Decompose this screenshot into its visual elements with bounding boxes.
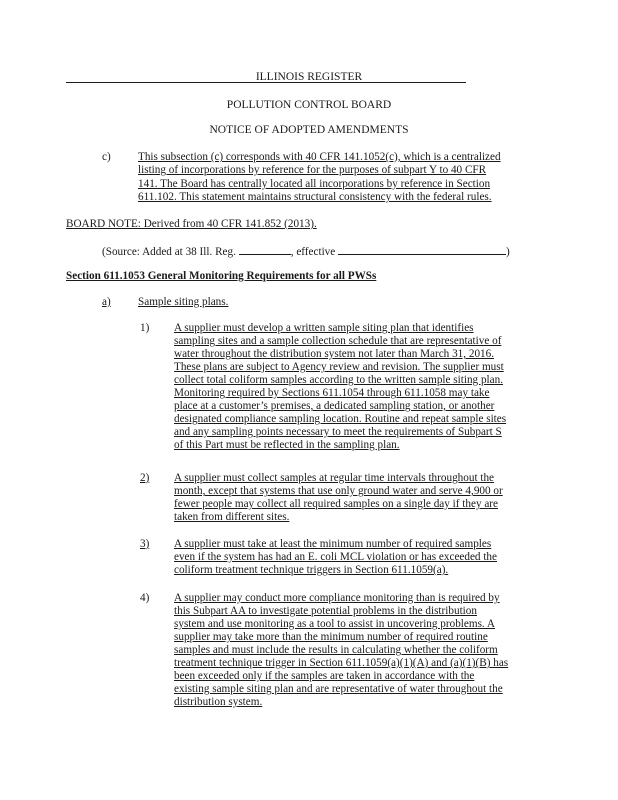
item-3-line-1: A supplier must take at least the minimum number of required samples bbox=[174, 538, 492, 550]
para-c-line-4: 611.102. This statement maintains structural consistency with the federal rules. bbox=[138, 191, 492, 203]
item-2-label: 2) bbox=[140, 472, 150, 484]
item-1-line-10: of this Part must be reflected in the sampling plan. bbox=[174, 439, 400, 451]
item-1-label: 1) bbox=[140, 322, 150, 334]
section-heading: Section 611.1053 General Monitoring Requirements for all PWSs bbox=[66, 270, 377, 282]
item-4-line-7: been exceeded only if the samples are taken in accordance with the bbox=[174, 670, 475, 682]
source-close: ) bbox=[506, 246, 510, 258]
item-4-line-4: supplier may take more than the minimum number of required routine bbox=[174, 631, 488, 643]
sub-a-label: a) bbox=[102, 296, 111, 308]
item-4-line-9: distribution system. bbox=[174, 696, 263, 708]
item-4-line-6: treatment technique trigger in Section 611.1059(a)(1)(A) and (a)(1)(B) has bbox=[174, 657, 509, 669]
para-c-line-1: This subsection (c) corresponds with 40 CFR 141.1052(c), which is a centralized bbox=[138, 151, 501, 163]
item-1-line-7: place at a customer’s premises, a dedicated sampling station, or another bbox=[174, 400, 495, 412]
item-2-line-1: A supplier must collect samples at regular time intervals throughout the bbox=[174, 472, 495, 484]
board-title: POLLUTION CONTROL BOARD bbox=[226, 99, 392, 111]
notice-title: NOTICE OF ADOPTED AMENDMENTS bbox=[209, 124, 409, 136]
item-4-line-1: A supplier may conduct more compliance monitoring than is required by bbox=[174, 592, 500, 604]
board-note: BOARD NOTE: Derived from 40 CFR 141.852 (2013). bbox=[66, 218, 317, 230]
source-prefix: (Source: Added at 38 Ill. Reg. bbox=[102, 246, 236, 258]
item-1-line-8: designated compliance sampling location. Routine and repeat sample sites bbox=[174, 413, 507, 425]
item-2-line-2: month, except that systems that use only ground water and serve 4,900 or bbox=[174, 485, 503, 497]
item-4-line-2: this Subpart AA to investigate potential problems in the distribution bbox=[174, 605, 477, 617]
item-1-line-3: water throughout the distribution system not later than March 31, 2016. bbox=[174, 348, 495, 360]
para-c-line-2: listing of incorporations by reference for the purposes of subpart Y to 40 CFR bbox=[138, 164, 487, 176]
source-line bbox=[102, 244, 510, 259]
register-title: ILLINOIS REGISTER bbox=[255, 71, 363, 83]
item-4-line-3: system and use monitoring as a tool to assist in uncovering problems. A bbox=[174, 618, 495, 630]
sub-a-text: Sample siting plans. bbox=[138, 296, 229, 308]
item-2-line-3: fewer people may collect all required samples on a single day if they are bbox=[174, 498, 498, 510]
item-4-line-5: samples and must include the results in calculating whether the coliform bbox=[174, 644, 498, 656]
item-3-line-3: coliform treatment technique triggers in Section 611.1059(a). bbox=[174, 564, 449, 576]
item-1-line-1: A supplier must develop a written sample siting plan that identifies bbox=[174, 322, 474, 334]
item-1-line-6: Monitoring required by Sections 611.1054 through 611.1058 may take bbox=[174, 387, 490, 399]
item-1-line-2: sampling sites and a sample collection schedule that are representative of bbox=[174, 335, 502, 347]
item-4-label: 4) bbox=[140, 592, 150, 604]
item-3-label: 3) bbox=[140, 538, 150, 550]
item-2-line-4: taken from different sites. bbox=[174, 511, 290, 523]
source-volume-blank bbox=[239, 244, 291, 255]
item-1-line-4: These plans are subject to Agency review and revision. The supplier must bbox=[174, 361, 504, 373]
item-3-line-2: even if the system has had an E. coli MCL violation or has exceeded the bbox=[174, 551, 497, 563]
para-c-label: c) bbox=[102, 151, 111, 163]
item-1-line-9: and any sampling points necessary to meet the requirements of Subpart S bbox=[174, 426, 502, 438]
source-date-blank bbox=[338, 244, 506, 255]
item-1-line-5: collect total coliform samples according to the written sample siting plan. bbox=[174, 374, 504, 386]
item-4-line-8: existing sample siting plan and are representative of water throughout the bbox=[174, 683, 503, 695]
para-c-line-3: 141. The Board has centrally located all incorporations by reference in Section bbox=[138, 178, 491, 190]
source-effective: , effective bbox=[290, 246, 336, 258]
